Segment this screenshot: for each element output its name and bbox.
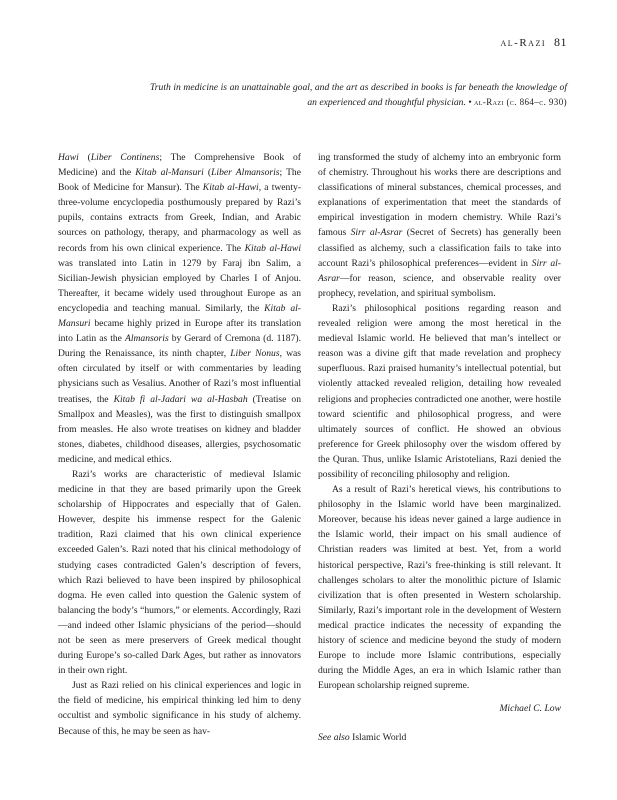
- running-head-title: al-Razi: [500, 37, 546, 49]
- see-also: [318, 730, 561, 745]
- body-paragraph: Razi’s philosophical positions regarding reason and revealed religion were among the most heretical in the medieval Islamic world. He believed that man’s intellect or reason was a divine gift that made revelation and prophecy superfluous. Razi praised humanity’s intellectual potential, but violently attacked revealed religion, detailing how revealed religions and prophecies contradicted one another, were hostile toward scientific and philosophical progress, and were ultimately sources of conflict. He showed an obvious preference for Greek philosophy over the wisdom offered by the Quran. Thus, unlike Islamic Aristotelians, Razi denied the possibility of reconciling philosophy and religion.: [318, 302, 561, 480]
- italic-title: Kitab al-Mansuri: [58, 302, 301, 330]
- italic-title: Liber Continens: [90, 152, 160, 163]
- epigraph-bullet: •: [468, 97, 472, 108]
- italic-title: Kitab al-Mansuri: [135, 167, 204, 179]
- author-signature: Michael C. Low: [499, 703, 561, 715]
- italic-title: Kitab al-Hawi: [244, 242, 301, 254]
- right-column: [318, 150, 561, 746]
- italic-title: Hawi: [58, 152, 79, 163]
- epigraph-attribution: al-Razi (c. 864–c. 930): [474, 97, 567, 107]
- body-paragraph: Just as Razi relied on his clinical experiences and logic in the field of medicine, his empirical thinking led him to deny occultist and symbolic significance in his study of alchemy. Because of this, he may be seen as hav-: [58, 680, 301, 737]
- page-number: 81: [554, 35, 567, 49]
- body-paragraph: Hawi (Liber Continens; The Comprehensive Book of Medicine) and the Kitab al-Mansuri (Liber Almansoris; The Book of Medicine for Mansur). The Kitab al-Hawi, a twenty-three-volume encyclopedia posthumously prepared by Razi’s pupils, contains extracts from Greek, Indian, and Arabic sources on pathology, therapy, and pharmacology as well as records from his own clinical experience. The Kitab al-Hawi was translated into Latin in 1279 by Faraj ibn Salim, a Sicilian-Jewish physician employed by Charles I of Anjou. Thereafter, it became widely used throughout Europe as an encyclopedia and teaching manual. Similarly, the Kitab al-Mansuri became highly prized in Europe after its translation into Latin as the Almansoris by Gerard of Cremona (d. 1187). During the Renaissance, its ninth chapter, Liber Nonus, was often circulated by itself or with commentaries by leading physicians such as Vesalius. Another of Razi’s most influential treatises, the Kitab fi al-Jadari wa al-Hasbah (Treatise on Smallpox and Measles), was the first to distinguish smallpox from measles. He also wrote treatises on kidney and bladder stones, diabetes, childhood diseases, allergies, psychosomatic medicine, and medical ethics.: [58, 152, 302, 465]
- italic-title: Kitab fi al-Jadari wa al-Hasbah: [113, 393, 248, 405]
- epigraph-quote: Truth in medicine is an unattainable goal, and the art as described in books is far beneath the knowledge of an experienced and thoughtful physician.: [150, 82, 567, 108]
- italic-title: Kitab al-Hawi: [202, 182, 259, 194]
- italic-title: Liber Almansoris: [211, 167, 280, 179]
- italic-title: Sirr al-Asrar: [318, 257, 561, 284]
- body-paragraph: Razi’s works are characteristic of medieval Islamic medicine in that they are based primarily upon the Greek scholarship of Hippocrates and especially that of Galen. However, despite his immense respect for the Galenic tradition, Razi claimed that his own clinical experience exceeded Galen’s. Razi noted that his clinical methodology of studying cases contradicted Galen’s description of fevers, which Razi believed to have been inspired by philosophical dogma. He even called into question the Galenic system of balancing the body’s “humors,” or elements. Accordingly, Razi—and indeed other Islamic physicians of the period—should not be seen as mere preservers of Greek medical thought during Europe’s so-called Dark Ages, but rather as innovators in their own right.: [58, 468, 301, 677]
- italic-title: Almansoris: [124, 333, 169, 345]
- see-also-label: See also: [318, 732, 350, 744]
- body-paragraph: ing transformed the study of alchemy into an embryonic form of chemistry. Throughout his works there are descriptions and classifications of mineral substances, chemical processes, and explanations of experimentation that meet the standards of empirical investigation in modern chemistry. While Razi’s famous Sirr al-Asrar (Secret of Secrets) has generally been classified as alchemy, such a classification fails to take into account Razi’s philosophical preferences—evident in Sirr al-Asrar—for reason, science, and observable reality over prophecy, revelation, and spiritual symbolism.: [318, 152, 561, 299]
- italic-title: Liber Nonus: [230, 348, 280, 360]
- running-head: [501, 35, 568, 50]
- body-paragraph: As a result of Razi’s heretical views, his contributions to philosophy in the Islamic world have been marginalized. Moreover, because his ideas never gained a large audience in the Islamic world, their impact on his small audience of Christian readers was limited at best. Yet, from a world historical perspective, Razi’s free-thinking is still relevant. It challenges scholars to alter the monolithic picture of Islamic civilization that is often presented in Western scholarship. Similarly, Razi’s important role in the development of Western medical practice indicates the necessity of expanding the history of science and medicine beyond the study of modern Europe to include more Islamic contributions, especially during the Middle Ages, an era in which Islamic rather than European scholarship reigned supreme.: [318, 484, 561, 692]
- epigraph: [150, 80, 567, 110]
- left-column: [58, 150, 301, 739]
- see-also-link[interactable]: Islamic World: [352, 732, 407, 744]
- italic-title: Sirr al-Asrar: [350, 227, 403, 239]
